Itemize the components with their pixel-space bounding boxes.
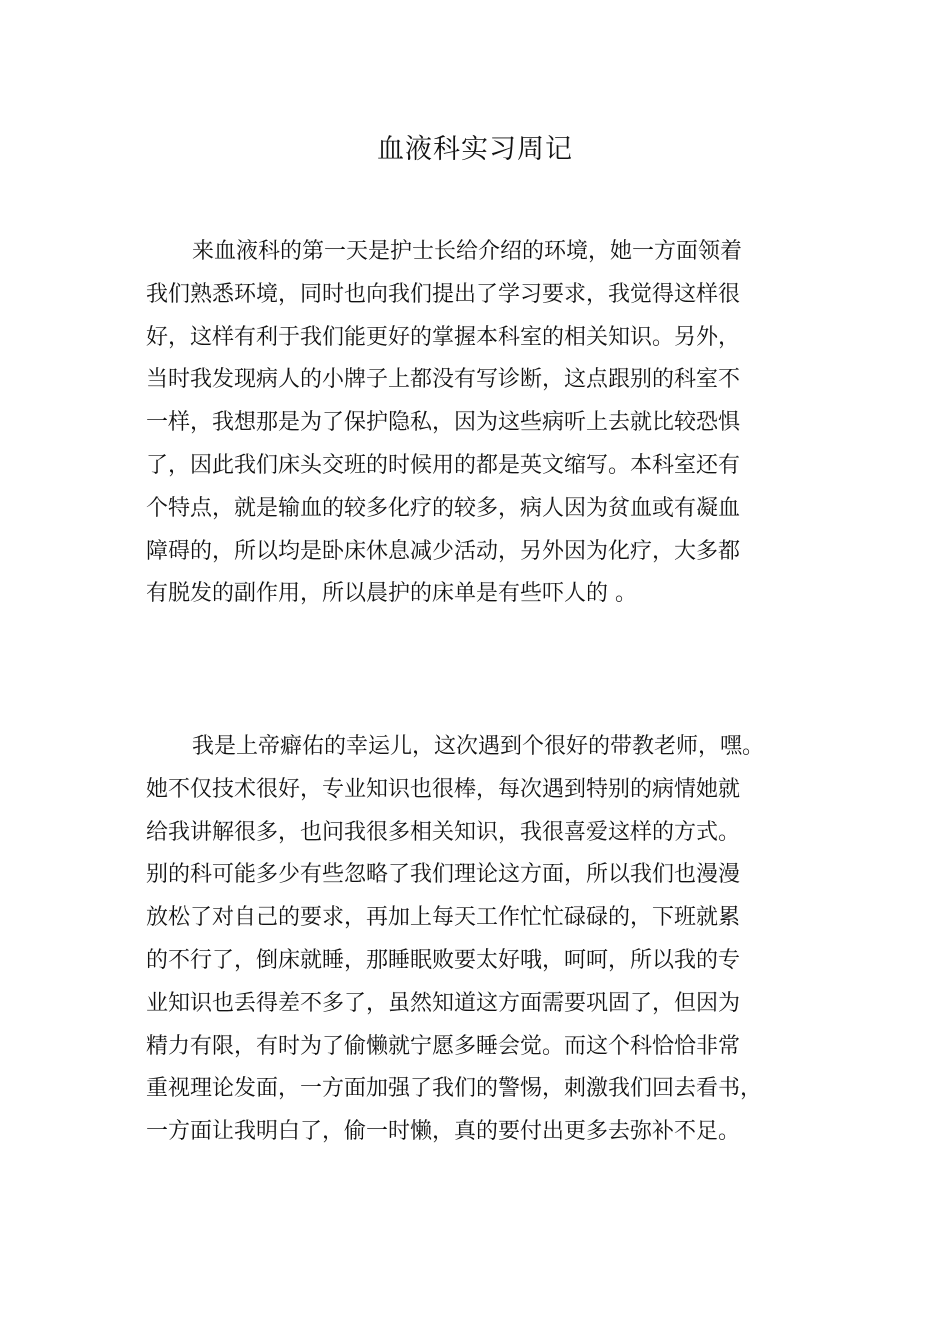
- paragraph-line: 重视理论发面，一方面加强了我们的警惕，刺激我们回去看书，: [146, 1076, 763, 1102]
- paragraph-line: 放松了对自己的要求，再加上每天工作忙忙碌碌的，下班就累: [146, 905, 741, 931]
- paragraph-line: 一方面让我明白了，偷一时懒，真的要付出更多去弥补不足。: [146, 1119, 741, 1145]
- paragraph-line: 个特点，就是输血的较多化疗的较多，病人因为贫血或有凝血: [146, 495, 741, 521]
- paragraph-2: [146, 726, 814, 1154]
- paragraph-line: 她不仅技术很好，专业知识也很棒，每次遇到特别的病情她就: [146, 776, 741, 802]
- paragraph-line: 业知识也丢得差不多了，虽然知道这方面需要巩固了，但因为: [146, 990, 741, 1016]
- paragraph-line: 给我讲解很多，也问我很多相关知识，我很喜爱这样的方式。: [146, 819, 741, 845]
- paragraph-line: 了，因此我们床头交班的时候用的都是英文缩写。本科室还有: [146, 452, 741, 478]
- paragraph-line: 精力有限，有时为了偷懒就宁愿多睡会觉。而这个科恰恰非常: [146, 1033, 741, 1059]
- paragraph-line: 当时我发现病人的小牌子上都没有写诊断，这点跟别的科室不: [146, 367, 741, 393]
- paragraph-line: 一样，我想那是为了保护隐私，因为这些病听上去就比较恐惧: [146, 410, 741, 436]
- paragraph-line: 的不行了，倒床就睡，那睡眠败要太好哦，呵呵，所以我的专: [146, 947, 741, 973]
- paragraph-line: 我们熟悉环境，同时也向我们提出了学习要求，我觉得这样很: [146, 281, 741, 307]
- paragraph-1: [146, 231, 814, 616]
- paragraph-line: 别的科可能多少有些忽略了我们理论这方面，所以我们也漫漫: [146, 862, 741, 888]
- paragraph-line: 有脱发的副作用，所以晨护的床单是有些吓人的 。: [146, 581, 637, 607]
- document-title: 血液科实习周记: [377, 134, 573, 165]
- paragraph-line: 来血液科的第一天是护士长给介绍的环境，她一方面领着: [192, 239, 743, 264]
- paragraph-line: 我是上帝癖佑的幸运儿，这次遇到个很好的带教老师，嘿。: [192, 734, 765, 759]
- paragraph-line: 障碍的，所以均是卧床休息减少活动，另外因为化疗，大多都: [146, 538, 741, 564]
- paragraph-line: 好，这样有利于我们能更好的掌握本科室的相关知识。另外，: [146, 324, 741, 350]
